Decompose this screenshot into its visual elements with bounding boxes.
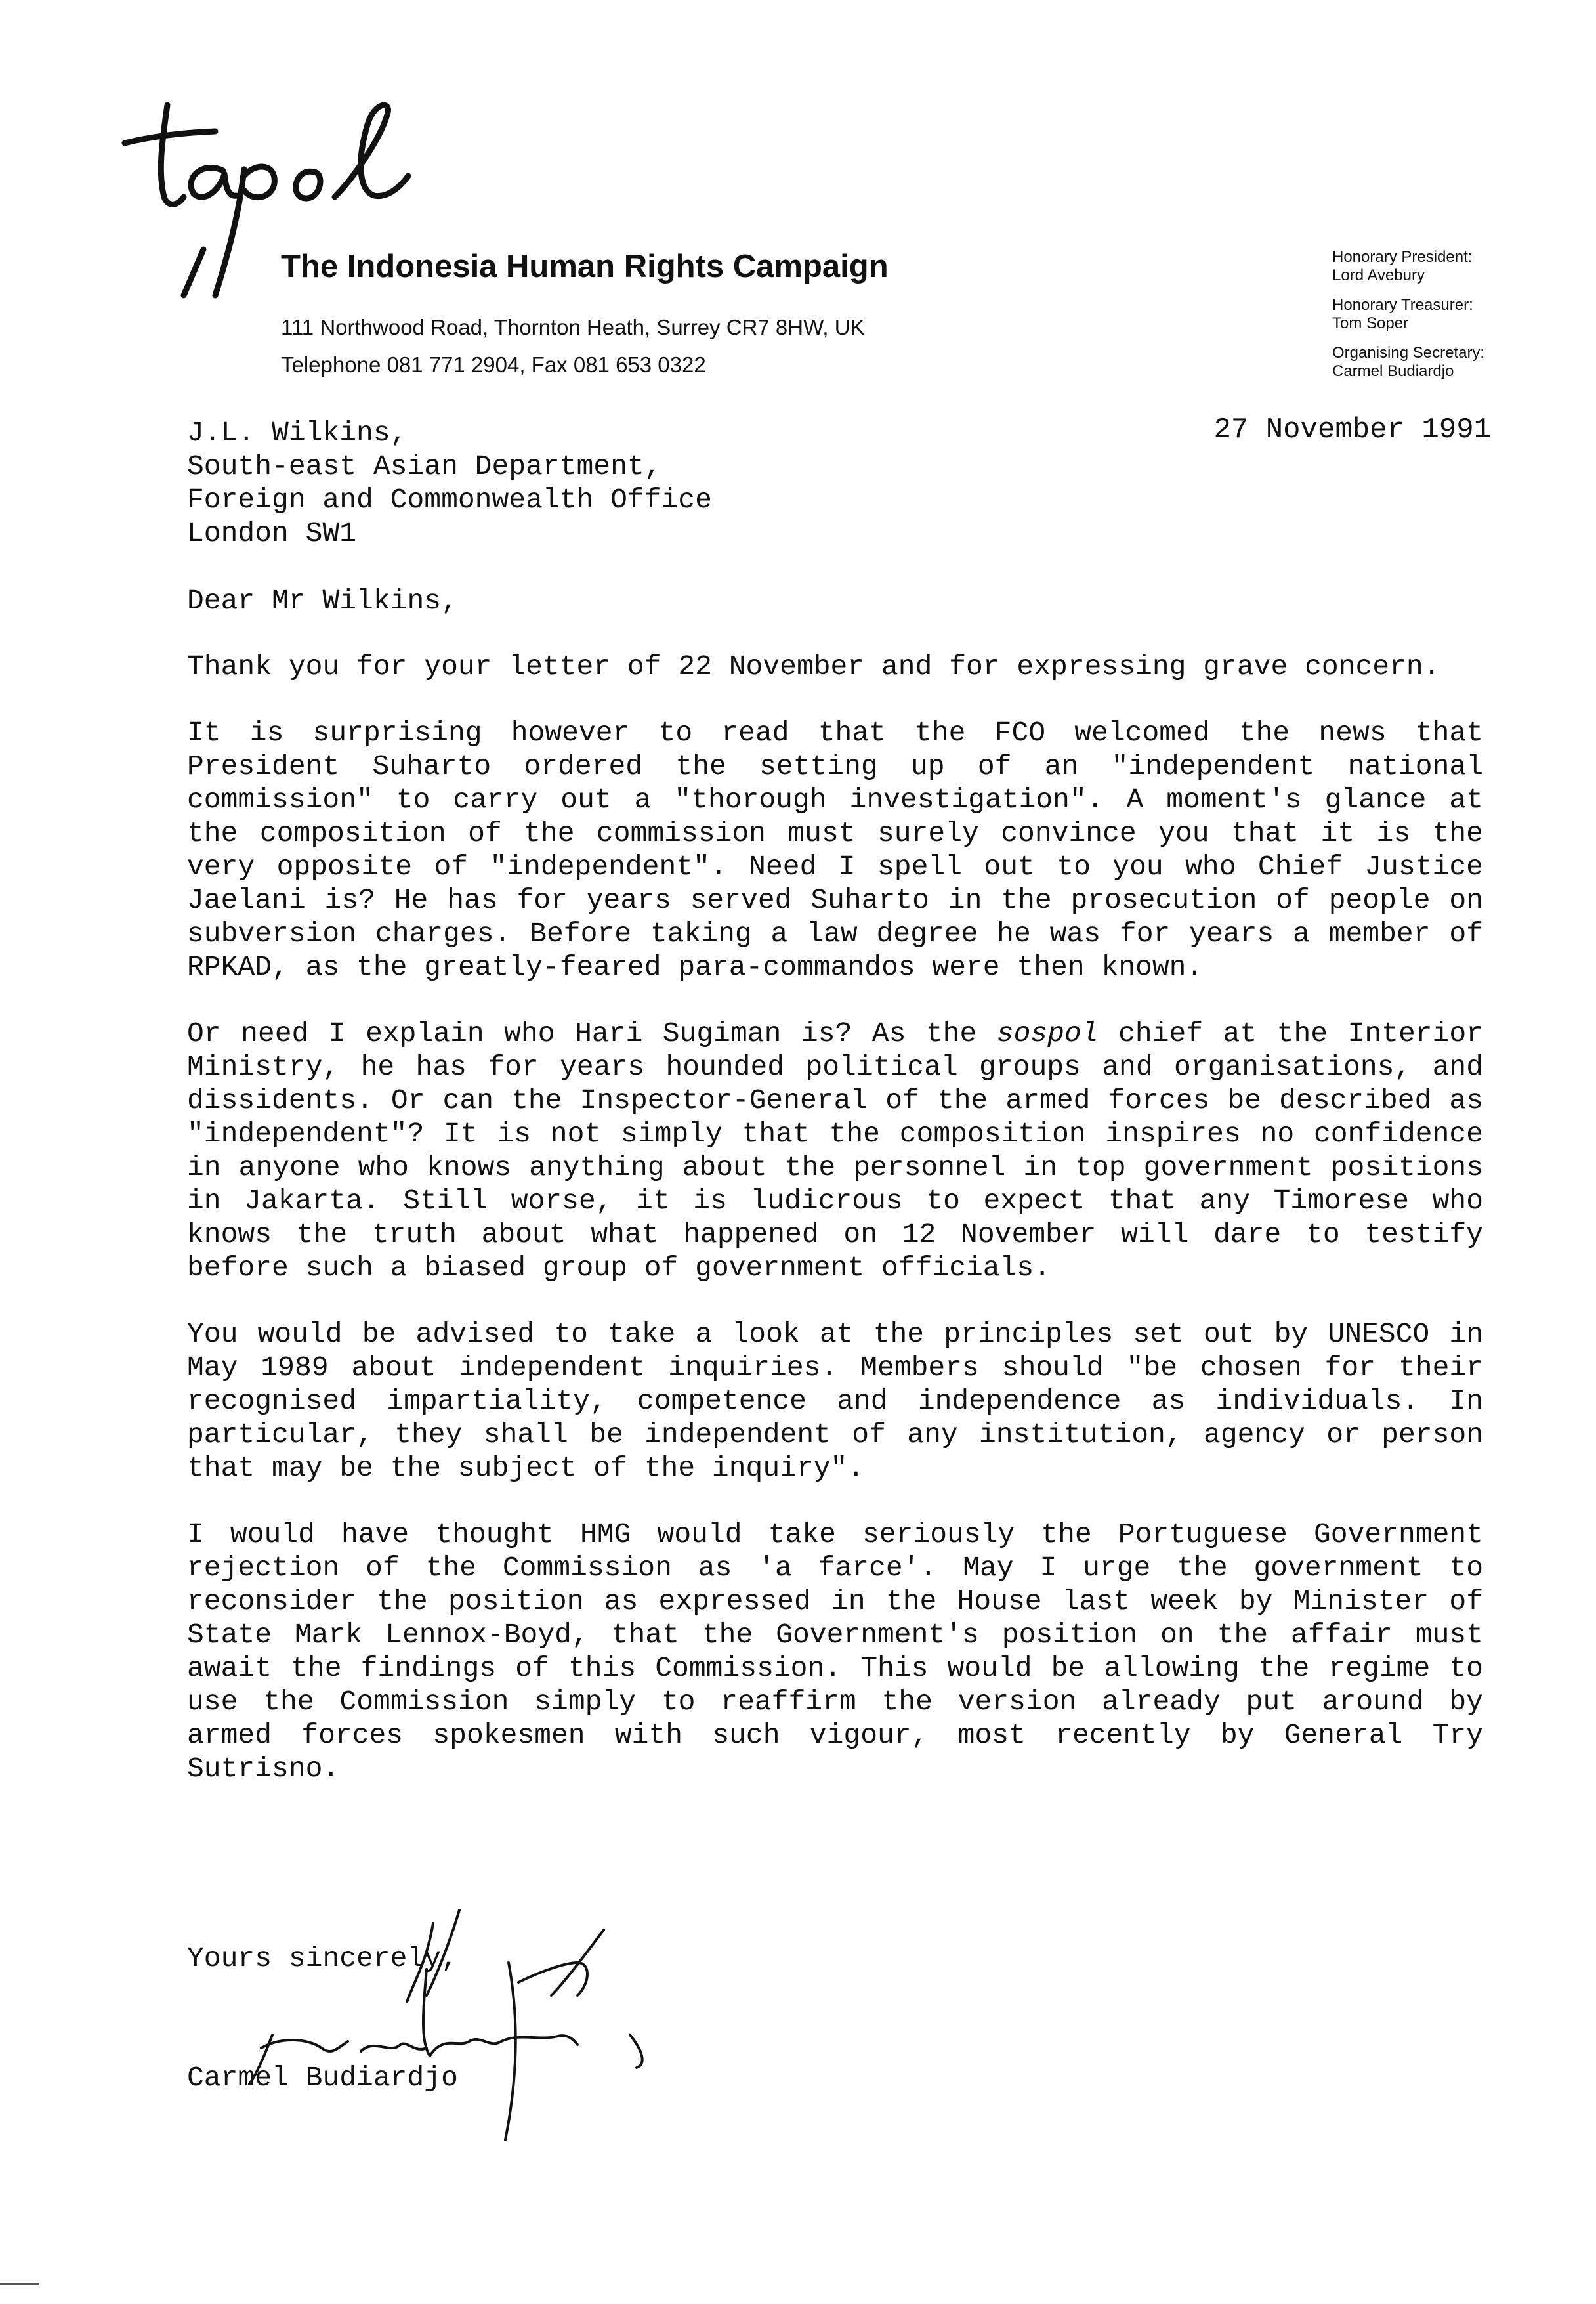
footer-divider [0, 2283, 39, 2285]
officer-name: Carmel Budiardjo [1332, 362, 1454, 380]
closing: Yours sincerely, [187, 1942, 458, 1974]
recipient-line: South-east Asian Department, [187, 450, 662, 482]
organisation-contact [281, 309, 865, 383]
paragraph-italic-term: sospol [996, 1017, 1099, 1050]
officer-role: Honorary Treasurer: [1332, 296, 1473, 314]
officer-secretary [1332, 344, 1484, 381]
officer-treasurer [1332, 296, 1484, 333]
paragraph-text: Or need I explain who Hari Sugiman is? As the [187, 1017, 997, 1050]
recipient-line: London SW1 [187, 517, 357, 549]
paragraph-portuguese: I would have thought HMG would take seriously the Portuguese Government rejection of the Commission as 'a farce'. May I urge the government to reconsider the position as expressed in the House last week by Minister of State Mark Lennox-Boyd, that the Government's position on the affair must await the findings of this Commission. This would be allowing the regime to use the Commission simply to reaffirm the version already put around by armed forces spokesmen with such vigour, most recently by General Try Sutrisno. [187, 1518, 1483, 1785]
letter-date: 27 November 1991 [1213, 414, 1491, 446]
organisation-name: The Indonesia Human Rights Campaign [281, 249, 889, 284]
recipient-line: J.L. Wilkins, [187, 417, 408, 449]
officers-list [1332, 248, 1484, 392]
handwritten-signature [210, 1884, 735, 2146]
recipient-address [187, 416, 1483, 550]
paragraph-unesco: You would be advised to take a look at the principles set out by UNESCO in May 1989 about independent inquiries. Members should "be chosen for their recognised impartiality, competence and independence as individuals. In particular, they shall be independent of any institution, agency or person that may be the subject of the inquiry". [187, 1318, 1483, 1484]
recipient-line: Foreign and Commonwealth Office [187, 484, 712, 516]
officer-name: Tom Soper [1332, 314, 1409, 332]
organisation-address: 111 Northwood Road, Thornton Heath, Surrey CR7 8HW, UK [281, 315, 865, 339]
letter-body [187, 650, 1483, 1785]
officer-role: Organising Secretary: [1332, 344, 1485, 362]
officer-president [1332, 248, 1484, 285]
officer-name: Lord Avebury [1332, 267, 1425, 284]
paragraph-sugiman [187, 1017, 1483, 1285]
signer-name: Carmel Budiardjo [187, 2062, 458, 2094]
paragraph-text: chief at the Interior Ministry, he has for years hounded political groups and organisations, and dissidents. Or can the Inspector-General of the armed forces be described as "independent"? It is not simply that the composition inspires no confidence in anyone who knows anything about the personnel in top government positions in Jakarta. Still worse, it is ludicrous to expect that any Timorese who knows the truth about what happened on 12 November will dare to testify before such a biased group of government officials. [187, 1017, 1483, 1284]
organisation-phone-fax: Telephone 081 771 2904, Fax 081 653 0322 [281, 352, 706, 377]
paragraph-commission: It is surprising however to read that the FCO welcomed the news that President Suharto ordered the setting up of an "independent national commission" to carry out a "thorough investigation". A moment's glance at the composition of the commission must surely convince you that it is the very opposite of "independent". Need I spell out to you who Chief Justice Jaelani is? He has for years served Suharto in the prosecution of people on subversion charges. Before taking a law degree he was for years a member of RPKAD, as the greatly-feared para-commandos were then known. [187, 717, 1483, 983]
salutation: Dear Mr Wilkins, [187, 585, 458, 617]
officer-role: Honorary President: [1332, 248, 1473, 266]
paragraph-thanks: Thank you for your letter of 22 November and for expressing grave concern. [187, 651, 1440, 683]
